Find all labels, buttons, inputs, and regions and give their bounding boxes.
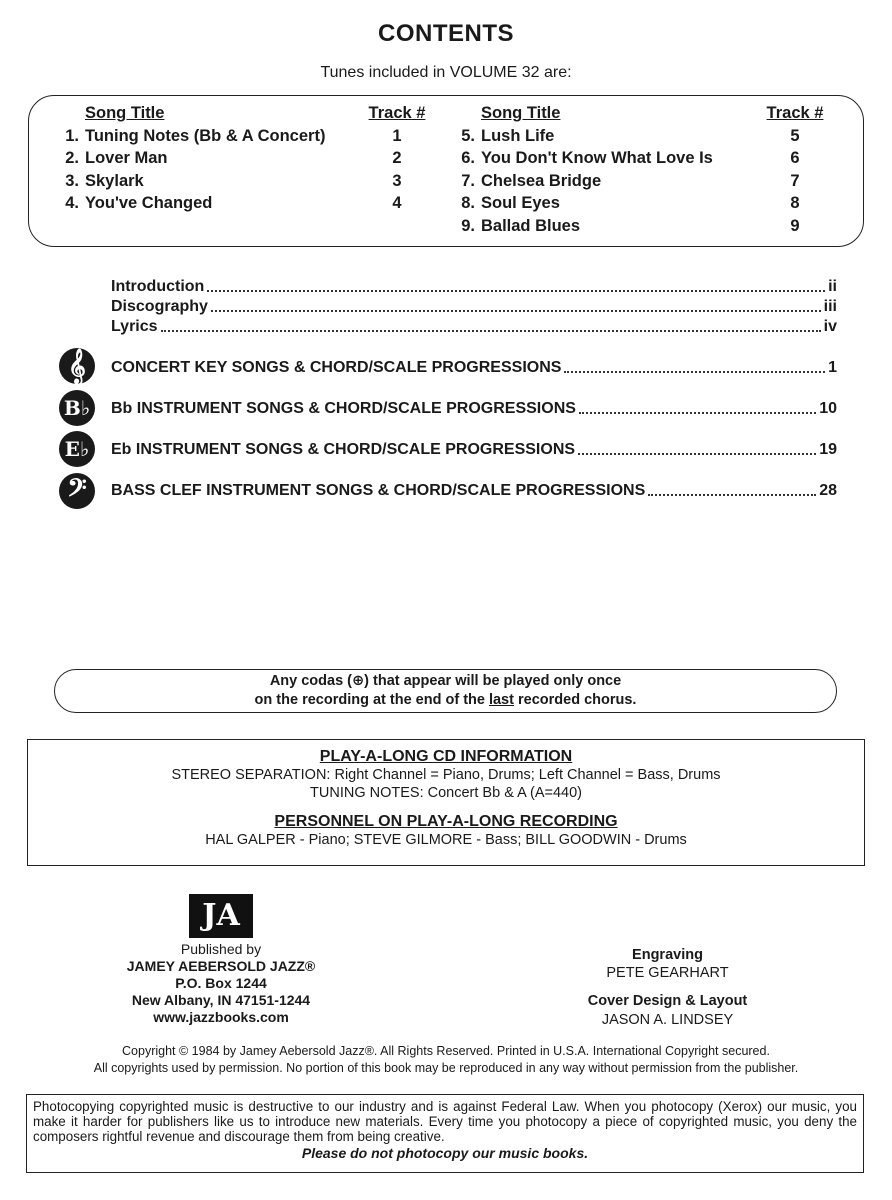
song-row — [449, 215, 863, 238]
design-label: Cover Design & Layout — [587, 993, 748, 1009]
toc-page: iii — [823, 298, 837, 315]
song-number: 3. — [65, 171, 79, 190]
publisher-address-2: New Albany, IN 47151-1244 — [131, 992, 311, 1008]
published-by: Published by — [180, 941, 262, 957]
toc-label: BASS CLEF INSTRUMENT SONGS & CHORD/SCALE PROGRESSIONS — [111, 482, 646, 499]
toc-label: CONCERT KEY SONGS & CHORD/SCALE PROGRESSIONS — [111, 359, 562, 376]
toc-label: Lyrics — [111, 318, 158, 335]
toc-leader — [564, 371, 825, 373]
track-header: Track # — [766, 104, 824, 122]
toc-page: 28 — [819, 482, 837, 499]
toc-label: Bb INSTRUMENT SONGS & CHORD/SCALE PROGRESSIONS — [111, 400, 576, 417]
warning-text: Photocopying copyrighted music is destructive to our industry and is against Federal Law. When you photocopy (Xerox) our music, you make it harder for publishers like us to introduce new materials. Every time you photocopy a piece of copyrighted music, you deny the composers rightful revenue and discourage them from being creative. — [33, 1099, 857, 1144]
song-number: 6. — [461, 149, 475, 167]
song-track: 1 — [392, 126, 402, 145]
cd-info-box — [27, 739, 865, 866]
toc-lyrics — [111, 316, 837, 336]
publisher-address-1: P.O. Box 1244 — [175, 975, 267, 991]
b-flat-icon: B♭ — [59, 390, 95, 426]
engraving-name: PETE GEARHART — [606, 965, 729, 981]
coda-icon: ⊕ — [352, 673, 365, 689]
publisher-logo: JA — [189, 894, 253, 938]
song-number: 1. — [65, 126, 79, 145]
e-flat-icon: E♭ — [59, 431, 95, 467]
song-title-header: Song Title — [85, 104, 165, 122]
copyright-line-2: All copyrights used by permission. No portion of this book may be reproduced in any way without permission from the publisher. — [93, 1060, 799, 1075]
song-row — [449, 192, 863, 215]
song-row — [449, 147, 863, 170]
song-title: Soul Eyes — [481, 194, 560, 212]
toc-introduction — [111, 276, 837, 296]
song-title: Lush Life — [481, 126, 555, 145]
song-track: 9 — [790, 216, 800, 235]
toc-leader — [207, 290, 825, 292]
toc-page: iv — [823, 318, 837, 335]
toc-label: Introduction — [111, 278, 205, 295]
song-track: 8 — [790, 194, 800, 212]
song-number: 2. — [65, 149, 79, 167]
track-header: Track # — [368, 104, 426, 122]
photocopy-warning — [26, 1094, 864, 1173]
song-track: 7 — [790, 171, 800, 190]
toc-leader — [578, 453, 816, 455]
song-title-header: Song Title — [481, 104, 561, 122]
song-track: 6 — [790, 149, 800, 167]
toc-eb-instrument — [111, 439, 837, 459]
toc-discography — [111, 296, 837, 316]
coda-line-2: on the recording at the end of the last recorded chorus. — [254, 692, 637, 708]
personnel-heading: PERSONNEL ON PLAY-A-LONG RECORDING — [274, 813, 618, 830]
toc-label: Eb INSTRUMENT SONGS & CHORD/SCALE PROGRESSIONS — [111, 441, 576, 458]
treble-clef-icon: 𝄞 — [59, 348, 95, 384]
toc-page: ii — [828, 278, 837, 295]
copyright-notice — [0, 1043, 892, 1076]
toc-leader — [579, 412, 816, 414]
personnel-list: HAL GALPER - Piano; STEVE GILMORE - Bass; BILL GOODWIN - Drums — [205, 832, 687, 848]
toc-leader — [211, 310, 821, 312]
publisher-website[interactable]: www.jazzbooks.com — [153, 1009, 289, 1025]
toc-leader — [161, 330, 821, 332]
coda-line-1: Any codas (⊕) that appear will be played only once — [269, 673, 622, 689]
song-row — [449, 170, 863, 193]
copyright-line-1: Copyright © 1984 by Jamey Aebersold Jazz®. All Rights Reserved. Printed in U.S.A. International Copyright secured. — [122, 1044, 770, 1058]
song-row — [29, 125, 449, 148]
song-number: 8. — [461, 194, 475, 212]
song-number: 7. — [461, 171, 475, 190]
song-row — [29, 147, 449, 170]
coda-notice — [54, 669, 837, 713]
song-title: You've Changed — [85, 194, 213, 212]
toc-bb-instrument — [111, 398, 837, 418]
toc-bass-clef — [111, 480, 837, 500]
song-row — [29, 170, 449, 193]
song-row — [449, 125, 863, 148]
toc-leader — [648, 494, 816, 496]
song-title: Chelsea Bridge — [481, 171, 602, 190]
tuning-notes: TUNING NOTES: Concert Bb & A (A=440) — [310, 785, 582, 801]
toc-concert-key — [111, 357, 837, 377]
song-list-box — [28, 95, 864, 247]
publisher-name: JAMEY AEBERSOLD JAZZ® — [126, 958, 316, 974]
warning-plea: Please do not photocopy our music books. — [301, 1145, 589, 1161]
song-title: Tuning Notes (Bb & A Concert) — [85, 126, 326, 145]
song-row — [29, 192, 449, 215]
design-name: JASON A. LINDSEY — [601, 1012, 734, 1028]
coda-emphasis: last — [488, 692, 514, 708]
song-title: You Don't Know What Love Is — [481, 149, 713, 167]
page-subtitle: Tunes included in VOLUME 32 are: — [320, 64, 572, 81]
page-title: CONTENTS — [378, 20, 514, 47]
song-column-right — [449, 102, 863, 237]
toc-page: 10 — [819, 400, 837, 417]
song-title: Ballad Blues — [481, 216, 581, 235]
toc-label: Discography — [111, 298, 208, 315]
song-track: 3 — [392, 171, 402, 190]
song-number: 9. — [461, 216, 475, 235]
song-track: 4 — [392, 194, 402, 212]
song-number: 5. — [461, 126, 475, 145]
song-title: Skylark — [85, 171, 144, 190]
toc-page: 1 — [828, 359, 837, 376]
song-track: 2 — [392, 149, 402, 167]
cd-info-heading: PLAY-A-LONG CD INFORMATION — [319, 748, 573, 765]
stereo-separation: STEREO SEPARATION: Right Channel = Piano, Drums; Left Channel = Bass, Drums — [171, 767, 721, 783]
song-track: 5 — [790, 126, 800, 145]
song-column-left — [29, 102, 449, 215]
engraving-label: Engraving — [632, 947, 703, 963]
song-title: Lover Man — [85, 149, 168, 167]
song-number: 4. — [65, 194, 79, 212]
toc-page: 19 — [819, 441, 837, 458]
bass-clef-icon: 𝄢 — [59, 473, 95, 509]
